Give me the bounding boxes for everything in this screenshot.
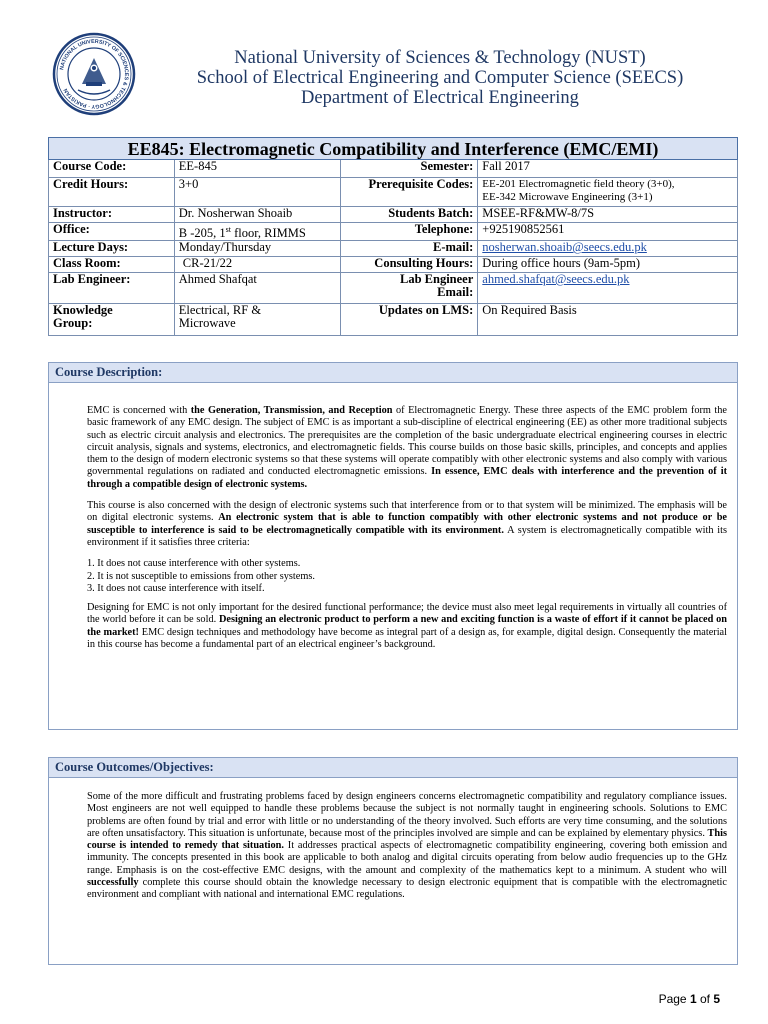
lab-email-label-2: Email: xyxy=(437,285,474,300)
consulting-value: During office hours (9am-5pm) xyxy=(478,257,738,273)
email-value xyxy=(478,241,738,257)
desc-p3-c: EMC design techniques and methodology have become as integral part of a design as, for example, digital design. Consequently the material in this course has become a fundamental part of an electrical engineer’s background. xyxy=(87,626,727,651)
out-p1-d: successfully xyxy=(87,877,139,889)
desc-p3-b: Designing an electronic product to perform a new and exciting function is a waste of effort if it cannot be placed on the market! xyxy=(87,614,727,638)
lab-email-label xyxy=(340,273,478,304)
desc-p2-b: An electronic system that is able to function compatibly with other electronic systems and not produce or be susceptible to interference is said to be electromagnetically compatible with its environment. xyxy=(87,512,727,536)
desc-p2-a: This course is also concerned with the design of electronic systems such that interference from or to that system will be minimized. The emphasis will be on digital electronic systems. xyxy=(87,500,727,524)
out-p1-e: complete this course should obtain the knowledge necessary to design electronic equipment that is compatible with the electromagnetic environment and compliant with national and international EMC regulations. xyxy=(87,877,727,901)
criteria-list xyxy=(87,558,727,595)
knowledge-label-1: Knowledge xyxy=(53,303,113,318)
email-link[interactable]: nosherwan.shoaib@seecs.edu.pk xyxy=(482,240,647,255)
page-current: 1 xyxy=(689,992,697,1006)
out-p1-b: This course is intended to remedy that situation. xyxy=(87,827,727,852)
consulting-label: Consulting Hours: xyxy=(340,257,478,273)
logo-ring-text: NATIONAL UNIVERSITY OF SCIENCES & TECHNOLOGY · PAKISTAN xyxy=(59,38,130,110)
office-value xyxy=(174,223,340,241)
department-name: Department of Electrical Engineering xyxy=(301,88,579,108)
course-description-body xyxy=(49,383,737,651)
lms-label: Updates on LMS: xyxy=(340,304,478,336)
knowledge-value-2: Microwave xyxy=(178,316,236,331)
telephone-label: Telephone: xyxy=(340,223,478,241)
semester-value: Fall 2017 xyxy=(478,160,738,178)
prerequisite-2: EE-342 Microwave Engineering (3+1) xyxy=(482,191,653,203)
page-of: of xyxy=(696,992,714,1006)
course-outcomes-body xyxy=(49,778,737,902)
office-pre: B -205, 1 xyxy=(178,226,226,241)
description-paragraph-2 xyxy=(87,500,727,549)
semester-label: Semester: xyxy=(340,160,478,178)
course-code-value: EE-845 xyxy=(174,160,340,178)
course-info-table xyxy=(48,137,738,336)
lecture-days-label: Lecture Days: xyxy=(49,241,175,257)
course-code-label: Course Code: xyxy=(49,160,175,178)
school-name: School of Electrical Engineering and Computer Science (SEECS) xyxy=(196,68,684,88)
desc-p2-c: A system is electromagnetically compatible with its environment if it satisfies three criteria: xyxy=(87,524,727,548)
description-paragraph-3 xyxy=(87,602,727,651)
criteria-item: 1. It does not cause interference with other systems. xyxy=(87,558,301,570)
lab-email-link[interactable]: ahmed.shafqat@seecs.edu.pk xyxy=(482,272,630,287)
batch-value: MSEE-RF&MW-8/7S xyxy=(478,207,738,223)
criteria-item: 3. It does not cause interference with itself. xyxy=(87,582,265,594)
desc-p1-d: In essence, EMC deals with interference and the prevention of it through a compatible design of electronic systems. xyxy=(87,466,727,490)
out-p1-a: Some of the more difficult and frustrating problems faced by design engineers concerns electromagnetic compatibility and regulatory compliance issues. Most engineers are not well equipped to handle these problems because the subject is not normally taught in engineering schools. Solutions to EMC problems are often found by trial and error with little or no understanding of the theory involved. Such efforts are very time consuming, and the solutions are often unsatisfactory. This situation is unfortunate, because most of the principles involved are simple and can be explained by elementary physics. xyxy=(87,791,727,839)
page-number xyxy=(659,992,720,1006)
instructor-label: Instructor: xyxy=(49,207,175,223)
criteria-item: 2. It is not susceptible to emissions from other systems. xyxy=(87,570,315,582)
instructor-value: Dr. Nosherwan Shoaib xyxy=(174,207,340,223)
knowledge-value-1: Electrical, RF & xyxy=(178,303,262,318)
desc-p3-a: Designing for EMC is not only important for the desired functional performance; the device must also meet legal requirements in virtually all countries of the world before it can be sold. xyxy=(87,602,727,626)
lab-engineer-label: Lab Engineer: xyxy=(49,273,175,304)
knowledge-group-label xyxy=(49,304,175,336)
lab-email-value xyxy=(478,273,738,304)
prerequisite-label: Prerequisite Codes: xyxy=(340,178,478,207)
credit-hours-label: Credit Hours: xyxy=(49,178,175,207)
course-description-heading: Course Description: xyxy=(49,363,737,383)
page-prefix: Page xyxy=(658,992,690,1006)
credit-hours-value: 3+0 xyxy=(174,178,340,207)
office-sup: st xyxy=(225,225,231,234)
lecture-days-value: Monday/Thursday xyxy=(174,241,340,257)
telephone-value: +925190852561 xyxy=(478,223,738,241)
page-total: 5 xyxy=(713,992,720,1006)
lab-email-label-1: Lab Engineer xyxy=(400,272,474,287)
office-label: Office: xyxy=(49,223,175,241)
desc-p1-a: EMC is concerned with xyxy=(87,405,191,416)
class-room-label: Class Room: xyxy=(49,257,175,273)
university-name: National University of Sciences & Technology (NUST) xyxy=(234,48,646,68)
prerequisite-1: EE-201 Electromagnetic field theory (3+0), xyxy=(482,178,675,190)
desc-p1-b: the Generation, Transmission, and Reception xyxy=(190,405,393,416)
out-p1-c: It addresses practical aspects of electromagnetic compatibility engineering, covering both emission and immunity. The concepts presented in this book are applicable to both analog and digital circuits operating from below audio frequencies up to the GHz range. Emphasis is on the cost-effective EMC designs, with the amount and complexity of the mathematics kept to a minimum. A student who will xyxy=(87,840,727,876)
lms-value: On Required Basis xyxy=(478,304,738,336)
course-title: EE845: Electromagnetic Compatibility and Interference (EMC/EMI) xyxy=(49,138,738,160)
course-description-section xyxy=(48,362,738,730)
course-outcomes-heading: Course Outcomes/Objectives: xyxy=(49,758,737,778)
nust-logo xyxy=(52,32,136,116)
description-paragraph-1 xyxy=(87,405,727,491)
course-outcomes-section xyxy=(48,757,738,965)
outcomes-paragraph xyxy=(87,791,727,902)
class-room-value: CR-21/22 xyxy=(174,257,340,273)
prerequisite-value xyxy=(478,178,738,207)
lab-engineer-value: Ahmed Shafqat xyxy=(174,273,340,304)
knowledge-group-value xyxy=(174,304,340,336)
desc-p1-c: of Electromagnetic Energy. These three aspects of the EMC problem form the basic framework of any EMC design. The subject of EMC is as important a sub-discipline of electrical engineering (EE) as other more traditional subjects such as electric circuit analysis and electronics. The prerequisites are the completion of the basic undergraduate electrical engineering courses in electric circuit analysis, signals and systems, electronics, and electromagnetic fields. This course builds on those basic skills, principles, and concepts and applies them to the design of modern electronic systems so that these systems will operate compatibly with other electronic systems and also comply with various governmental regulations on radiated and conducted electromagnetic emissions. xyxy=(87,405,727,478)
office-post: floor, RIMMS xyxy=(231,226,306,241)
batch-label: Students Batch: xyxy=(340,207,478,223)
knowledge-label-2: Group: xyxy=(53,316,93,331)
email-label: E-mail: xyxy=(340,241,478,257)
